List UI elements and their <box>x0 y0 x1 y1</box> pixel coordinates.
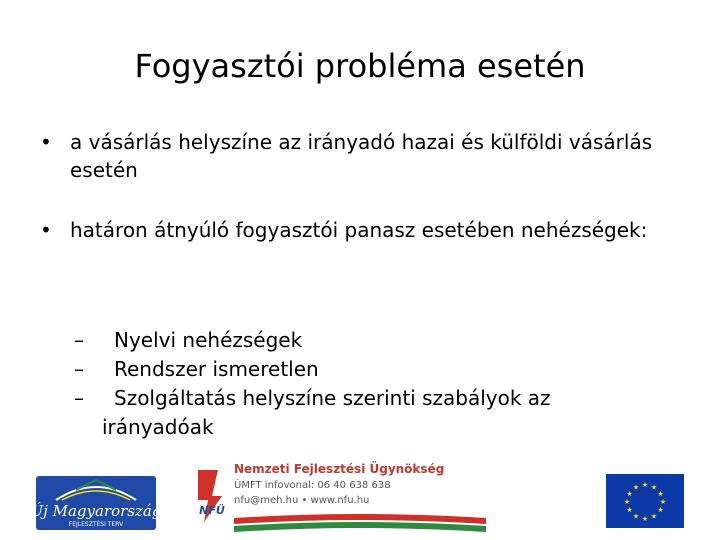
svg-text:★: ★ <box>623 498 631 506</box>
sub-marker: – <box>74 328 84 352</box>
sub-item <box>74 384 634 442</box>
sub-marker: – <box>74 357 84 381</box>
svg-text:★: ★ <box>626 506 633 514</box>
bullet-text: határon átnyúló fogyasztói panasz esetében nehézségek: <box>70 218 648 242</box>
sub-text: Szolgáltatás helyszíne szerinti szabályok az <box>114 386 551 410</box>
svg-text:★: ★ <box>632 483 640 492</box>
sub-list <box>74 326 634 442</box>
svg-text:★: ★ <box>641 481 649 489</box>
eu-flag-icon <box>606 474 684 528</box>
svg-text:★: ★ <box>650 512 658 521</box>
bullet-list <box>40 128 680 276</box>
svg-text:★: ★ <box>657 506 664 514</box>
svg-text:★: ★ <box>632 512 640 521</box>
agency-logo-block <box>192 458 486 540</box>
flag-stripe <box>234 512 486 534</box>
sub-marker: – <box>74 386 84 410</box>
svg-text:★: ★ <box>659 498 667 506</box>
svg-text:Új Magyarország: Új Magyarország <box>36 502 156 520</box>
sub-text: Rendszer ismeretlen <box>114 357 319 381</box>
svg-text:NFÜ: NFÜ <box>199 504 225 517</box>
agency-infoline: ÚMFT infovonal: 06 40 638 638 <box>234 480 391 491</box>
svg-text:★: ★ <box>641 515 649 523</box>
agency-contact: nfu@meh.hu • www.nfu.hu <box>234 495 370 506</box>
nfu-mark-icon <box>192 466 232 526</box>
bullet-item <box>40 128 680 184</box>
bullet-marker: • <box>40 218 52 242</box>
bullet-marker: • <box>40 130 52 154</box>
agency-name: Nemzeti Fejlesztési Ügynökség <box>234 462 445 476</box>
svg-text:★: ★ <box>657 490 664 498</box>
agency-text <box>234 458 484 508</box>
bullet-text: a vásárlás helyszíne az irányadó hazai és külföldi vásárlás esetén <box>70 130 653 182</box>
sub-text: Nyelvi nehézségek <box>114 328 303 352</box>
bullet-item <box>40 216 680 244</box>
svg-text:★: ★ <box>626 490 633 498</box>
sub-item <box>74 355 634 384</box>
sub-text-continuation: irányadóak <box>102 415 214 439</box>
slide-title: Fogyasztói probléma esetén <box>134 47 586 85</box>
svg-text:FEJLESZTÉSI TERV: FEJLESZTÉSI TERV <box>68 521 124 528</box>
sub-item <box>74 326 634 355</box>
uj-magyarorszag-logo <box>36 476 156 530</box>
svg-text:★: ★ <box>650 483 658 492</box>
